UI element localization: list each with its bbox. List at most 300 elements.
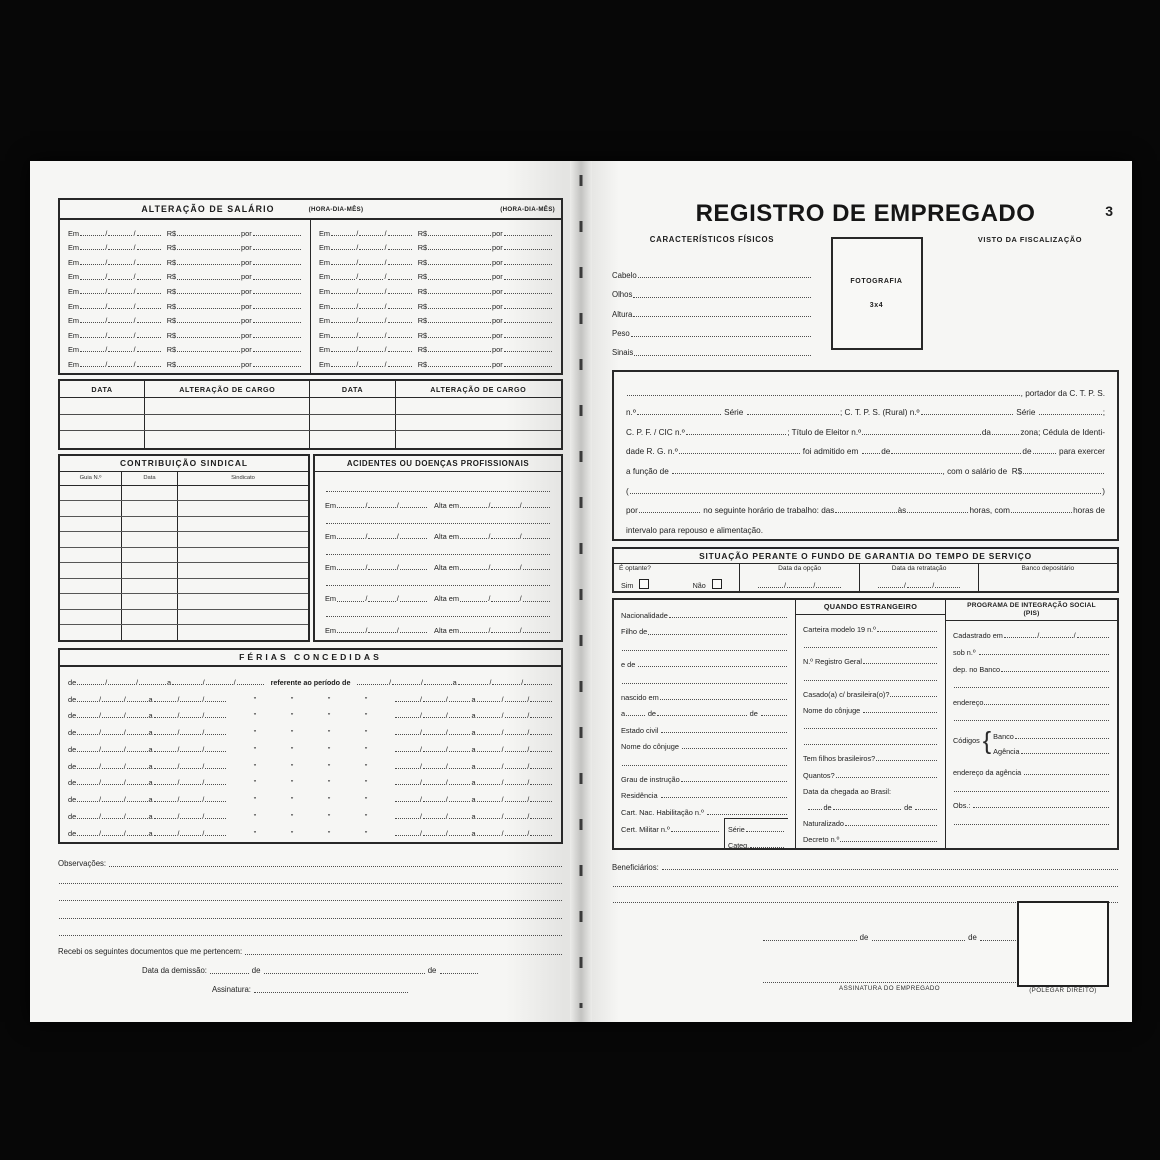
table-cell [122,594,178,609]
dotted-blank [102,835,123,836]
form-line [626,456,1105,476]
form-label: / [177,711,180,721]
form-label: a [148,761,153,771]
form-line [953,810,1110,827]
form-label: Alta em [434,563,460,573]
dotted-blank [80,249,104,250]
accident-dates-line [325,619,551,635]
accident-dates-line [325,494,551,510]
form-label: / [105,316,108,326]
form-label: Nome do cônjuge [803,705,863,715]
dotted-blank [127,835,148,836]
form-label: Em [325,625,337,635]
serie-line [728,819,785,834]
form-label: " [253,694,257,704]
thumbprint-box [1017,901,1109,987]
form-label: / [527,828,530,838]
dotted-blank [205,717,226,718]
dotted-blank [682,748,787,749]
dotted-blank [154,818,177,819]
beneficiaries-label-line [612,856,1119,872]
form-line [803,780,938,796]
dotted-blank [368,632,395,633]
dotted-blank [253,264,301,265]
dotted-blank [460,507,487,508]
dotted-blank [331,322,355,323]
salary-row [68,341,302,355]
dotted-blank [206,684,233,685]
dotted-blank [758,587,783,588]
form-label: R$ [166,345,177,355]
form-label: / [177,811,180,821]
dotted-blank [154,734,177,735]
fgts-optante-cell [614,564,740,591]
form-label: por [491,286,503,296]
form-label: " [327,711,331,721]
table-cell [396,431,561,448]
dotted-blank [423,768,445,769]
ditto-marks [227,823,394,838]
form-label: por [626,506,638,516]
form-label: a [471,811,476,821]
form-label: " [364,744,368,754]
dotted-line [58,903,563,920]
banco-code-line [993,725,1110,741]
form-label: Tem filhos brasileiros? [803,754,876,764]
form-label: C. P. F. / CIC n.º [626,427,685,437]
dotted-blank [205,734,226,735]
form-label: " [327,761,331,771]
dotted-blank [876,760,937,761]
table-cell [60,579,122,594]
dotted-blank [137,322,161,323]
observations-label-line [58,852,563,869]
dotted-blank [77,717,98,718]
form-label: / [202,795,205,805]
form-label: / [488,531,491,541]
form-label: / [123,778,126,788]
dotted-blank [137,264,161,265]
place-date-line [762,925,1017,943]
dotted-blank [205,835,226,836]
dotted-blank [1040,637,1072,638]
form-label: / [202,677,205,687]
dotted-blank [460,601,487,602]
vacation-row [68,756,553,771]
form-label: / [488,500,491,510]
form-label: Alta em [434,531,460,541]
form-label: da [981,427,991,437]
form-label: " [253,711,257,721]
form-label: de [902,802,915,812]
table-cell [60,398,145,414]
fgts-banco-cell [979,564,1117,591]
form-label: Assinatura: [211,985,254,995]
form-line [953,707,1110,724]
form-label: / [519,625,522,635]
dotted-blank [954,824,1109,825]
form-label: / [365,563,368,573]
dotted-blank [460,569,487,570]
reference-label: referente ao período de [270,677,351,687]
dotted-blank [935,587,959,588]
form-label: / [501,778,504,788]
vacation-row [68,739,553,754]
dotted-blank [505,801,527,802]
dotted-blank [954,687,1109,688]
dotted-blank [840,841,937,842]
form-label: / [519,594,522,604]
form-label: endereço [953,697,984,707]
section-title-line1: PROGRAMA DE INTEGRAÇÃO SOCIAL [967,602,1096,610]
dotted-blank [634,355,811,356]
dotted-blank [449,717,471,718]
form-line [621,669,788,685]
form-label: Beneficiários: [612,862,661,872]
dotted-blank [530,701,552,702]
dotted-blank [127,784,148,785]
form-line [953,794,1110,811]
form-label: Data da opção [778,564,822,572]
dotted-blank [80,279,104,280]
vacation-period [68,672,265,687]
dotted-blank [428,249,491,250]
form-label: " [327,694,331,704]
salary-row [68,282,302,296]
dotted-blank [102,701,123,702]
dotted-blank [992,434,1019,435]
form-label: por [240,330,252,340]
dotted-blank [177,351,240,352]
unit-note: (HORA-DIA-MÊS) [500,205,555,213]
dotted-blank [108,684,135,685]
dotted-blank [395,701,419,702]
form-label: Em [68,286,80,296]
table-cell [60,501,122,516]
dotted-blank [395,784,419,785]
dotted-blank [491,601,518,602]
table-cell [310,431,395,448]
form-label: / [133,316,136,326]
form-label: / [445,761,448,771]
dotted-blank [836,777,937,778]
form-label: / [521,677,524,687]
form-label: " [364,811,368,821]
dotted-blank [108,264,132,265]
form-label: / [419,744,422,754]
dotted-blank [973,807,1109,808]
form-label: / [133,301,136,311]
right-page [592,161,1132,1022]
form-label: / [177,828,180,838]
form-label: Nome do cônjuge [621,742,681,752]
dotted-blank [395,751,419,752]
form-label: Em [68,257,80,267]
form-label: / [488,594,491,604]
dotted-blank [633,316,811,317]
dotted-blank [504,293,552,294]
dotted-blank [108,249,132,250]
form-label: por [240,228,252,238]
form-label: de [68,694,77,704]
dotted-blank [108,337,132,338]
form-label: Alta em [434,500,460,510]
foreigner-lines [796,615,945,845]
serie-categ-box [724,818,788,850]
form-label: Naturalizado [803,819,844,829]
form-label: ( [626,486,629,496]
dotted-blank [77,751,98,752]
dotted-blank [80,264,104,265]
dotted-blank [428,279,491,280]
form-label: Cabelo [612,270,637,280]
dotted-blank [669,617,787,618]
dotted-blank [477,768,501,769]
form-label: Não [692,580,706,590]
dotted-blank [137,279,161,280]
table-body [60,398,561,448]
dotted-blank [763,940,857,941]
form-label: Data da demissão: [141,966,210,976]
dotted-blank [245,954,562,955]
vacation-period [68,739,227,754]
form-line [953,640,1110,657]
form-label: a [452,677,457,687]
form-label: / [396,594,399,604]
accident-entry [325,573,551,604]
form-label: / [501,795,504,805]
form-label: / [527,761,530,771]
dotted-blank [637,414,721,415]
dotted-blank [504,337,552,338]
form-label: / [98,795,102,805]
dotted-line [325,510,551,526]
form-label: / [202,778,205,788]
dotted-blank [254,992,408,993]
physical-characteristics-section [612,232,1119,368]
form-label: a [148,795,153,805]
dotted-blank [337,538,364,539]
form-label: a [471,761,476,771]
form-label: a [148,778,153,788]
table-cell [396,415,561,431]
form-line [803,715,938,731]
table-cell [122,517,178,532]
dotted-blank [137,366,161,367]
dotted-blank [331,366,355,367]
dotted-blank [530,768,552,769]
vacation-row [68,772,553,787]
table-row [60,517,308,533]
section-fgts [612,547,1119,593]
form-line [953,690,1110,707]
fgts-opcao-cell [740,564,861,591]
form-label: " [253,761,257,771]
form-label: / [419,811,422,821]
dotted-blank [530,784,552,785]
section-title: CONTRIBUIÇÃO SINDICAL [60,456,308,472]
section-header [60,200,561,220]
dotted-blank [400,632,427,633]
dotted-blank [477,784,501,785]
form-label: " [253,795,257,805]
dotted-blank [428,293,491,294]
form-line [626,476,1105,496]
form-label: / [202,694,205,704]
table-cell [178,563,308,578]
form-label: / [501,711,504,721]
form-label: R$ [166,243,177,253]
form-line [621,800,788,816]
section-title: CARACTERÍSTICOS FÍSICOS [649,235,775,244]
form-label: Em [68,243,80,253]
dotted-blank [449,734,471,735]
form-label: / [396,500,399,510]
form-label: Categ. [728,840,750,850]
left-page [30,161,570,1022]
form-label: por [491,257,503,267]
dotted-blank [523,507,550,508]
dotted-blank [180,784,201,785]
form-label: / [105,345,108,355]
form-line [803,634,938,650]
form-label: / [98,728,102,738]
photo-label: FOTOGRAFIA [850,278,903,285]
table-row [60,579,308,595]
dotted-blank [423,734,445,735]
form-label: / [501,728,504,738]
form-label: / [123,811,126,821]
table-cell [122,610,178,625]
form-label: R$ [166,286,177,296]
dotted-line [325,479,551,495]
dotted-blank [638,277,811,278]
form-label: de [68,811,77,821]
form-label: Decreto n.º [803,835,840,845]
dotted-blank [205,818,226,819]
dotted-blank [177,322,240,323]
checkbox [712,579,722,589]
form-label: " [290,744,294,754]
form-label: / [419,778,422,788]
form-label: / [105,272,108,282]
documents-received-line [58,938,563,957]
form-label: de [68,795,77,805]
dotted-blank [423,751,445,752]
dotted-blank [180,818,201,819]
form-label: por [240,345,252,355]
form-label: / [365,500,368,510]
thumbprint-caption: (POLEGAR DIREITO) [1029,986,1097,994]
form-label: " [290,711,294,721]
table-cell [178,501,308,516]
vacation-period [68,806,227,821]
table-cell [310,415,395,431]
form-line [803,683,938,699]
form-label: / [356,316,359,326]
form-label: / [177,728,180,738]
dotted-blank [707,814,787,815]
form-label: Sinais [612,348,634,358]
form-line [621,718,788,734]
dotted-blank [102,784,123,785]
form-label: de [68,728,77,738]
dotted-blank [449,768,471,769]
form-label: / [123,711,126,721]
table-row [60,594,308,610]
page-title: REGISTRO DE EMPREGADO [695,200,1036,227]
dotted-blank [661,797,787,798]
dotted-blank [331,293,355,294]
vacation-rows [60,667,561,842]
form-label: Em [68,345,80,355]
table-cell [60,486,122,501]
dotted-blank [359,235,383,236]
personal-details-column [614,600,796,848]
form-label: " [364,711,368,721]
dotted-blank [253,308,301,309]
form-label: R$ [417,228,428,238]
dotted-blank [763,982,1016,983]
form-label: / [233,677,236,687]
form-line [626,417,1105,437]
form-label: / [105,330,108,340]
dotted-blank [477,734,501,735]
form-label: " [290,728,294,738]
dotted-line [325,573,551,589]
form-label: Em [325,594,337,604]
table-cell [122,579,178,594]
ditto-marks [227,789,394,804]
dotted-blank [77,701,98,702]
table-row [60,501,308,517]
dotted-blank [504,249,552,250]
dotted-blank [423,835,445,836]
military-cert-line [621,818,724,834]
dotted-blank [80,366,104,367]
form-label: Em [319,228,331,238]
dotted-blank [388,279,412,280]
dotted-blank [622,650,787,651]
dotted-blank [127,734,148,735]
dotted-blank [77,818,98,819]
dotted-blank [428,235,491,236]
dotted-blank [137,249,161,250]
form-label: / [123,694,126,704]
vacation-row [68,705,553,720]
dotted-blank [672,473,941,474]
form-line [621,768,788,784]
form-label: / [98,694,102,704]
section-alteracao-cargo [58,379,563,450]
form-label: / [445,795,448,805]
dotted-blank [326,616,550,617]
dotted-blank [524,684,552,685]
ditto-marks [227,739,394,754]
salary-row [68,326,302,340]
form-label: / [501,811,504,821]
form-label: Recebi os seguintes documentos que me pertencem: [58,947,245,957]
form-label: / [384,272,387,282]
form-label: " [290,828,294,838]
vacation-row [68,806,553,821]
table-cell [60,532,122,547]
signature-line [762,961,1017,985]
dotted-blank [449,835,471,836]
form-label: / [177,795,180,805]
section-title-line2: (PIS) [1023,609,1040,617]
dotted-blank [440,973,478,974]
